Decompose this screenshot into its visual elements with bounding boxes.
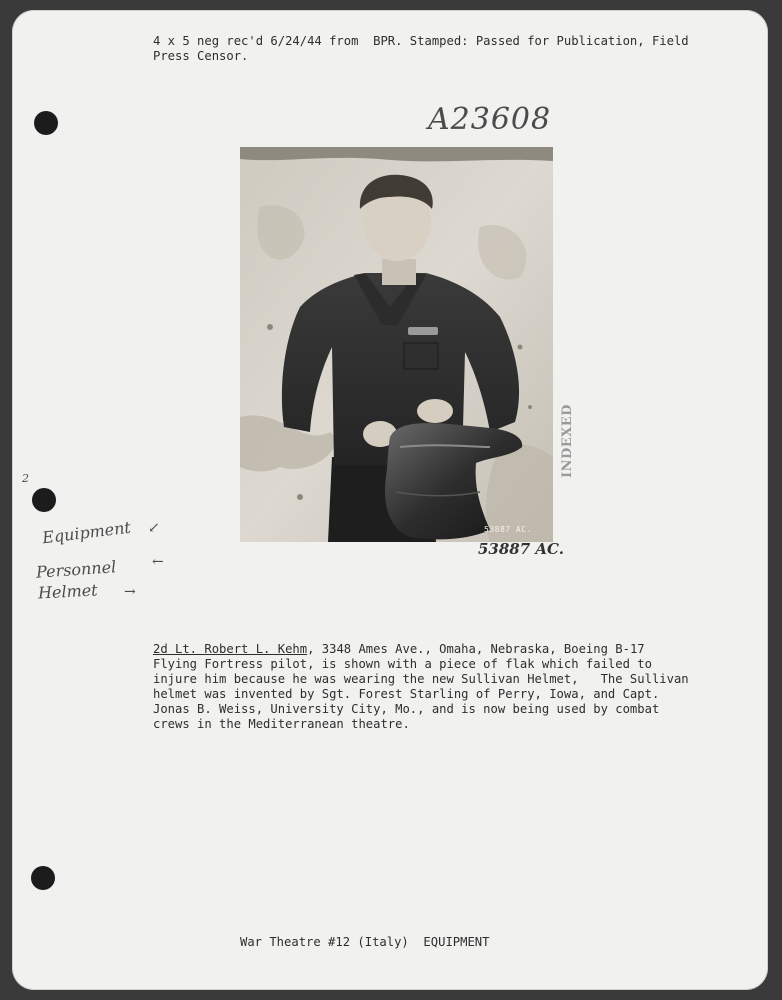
photo-edge-number: 53887 AC. bbox=[484, 525, 532, 534]
punch-hole-middle bbox=[32, 488, 56, 512]
punch-hole-top bbox=[34, 111, 58, 135]
photograph bbox=[240, 147, 553, 542]
margin-note-personnel: Personnel bbox=[35, 557, 117, 582]
caption-line-1: 2d Lt. Robert L. Kehm, 3348 Ames Ave., Omaha, Nebraska, Boeing B-17 bbox=[153, 642, 645, 656]
archive-card bbox=[12, 10, 768, 990]
margin-mark: 2 bbox=[22, 472, 29, 485]
caption-line-5: Jonas B. Weiss, University City, Mo., and is now being used by combat bbox=[153, 702, 660, 716]
caption-line-3: injure him because he was wearing the new Sullivan Helmet, The Sullivan bbox=[153, 672, 689, 686]
arrow-icon: ↙ bbox=[148, 520, 160, 536]
handwritten-catalog-number: A23608 bbox=[428, 102, 552, 137]
indexed-stamp: INDEXED bbox=[560, 404, 575, 478]
margin-note-equipment: Equipment bbox=[41, 517, 132, 548]
caption-subject-name: 2d Lt. Robert L. Kehm bbox=[153, 642, 308, 656]
arrow-icon: → bbox=[124, 584, 136, 600]
header-note-line-2: Press Censor. bbox=[153, 49, 249, 63]
photo-pilot-with-helmet bbox=[240, 147, 553, 542]
caption-line-6: crews in the Mediterranean theatre. bbox=[153, 717, 410, 731]
caption-line-4: helmet was invented by Sgt. Forest Starling of Perry, Iowa, and Capt. bbox=[153, 687, 660, 701]
header-note-line-1: 4 x 5 neg rec'd 6/24/44 from BPR. Stamped: Passed for Publication, Field bbox=[153, 34, 689, 48]
photo-catalog-number: 53887 AC. bbox=[478, 540, 564, 558]
punch-hole-bottom bbox=[31, 866, 55, 890]
arrow-icon: ← bbox=[152, 554, 164, 570]
caption-line-2: Flying Fortress pilot, is shown with a piece of flak which failed to bbox=[153, 657, 652, 671]
margin-note-helmet: Helmet bbox=[37, 580, 99, 603]
footer-category: War Theatre #12 (Italy) EQUIPMENT bbox=[240, 935, 490, 949]
